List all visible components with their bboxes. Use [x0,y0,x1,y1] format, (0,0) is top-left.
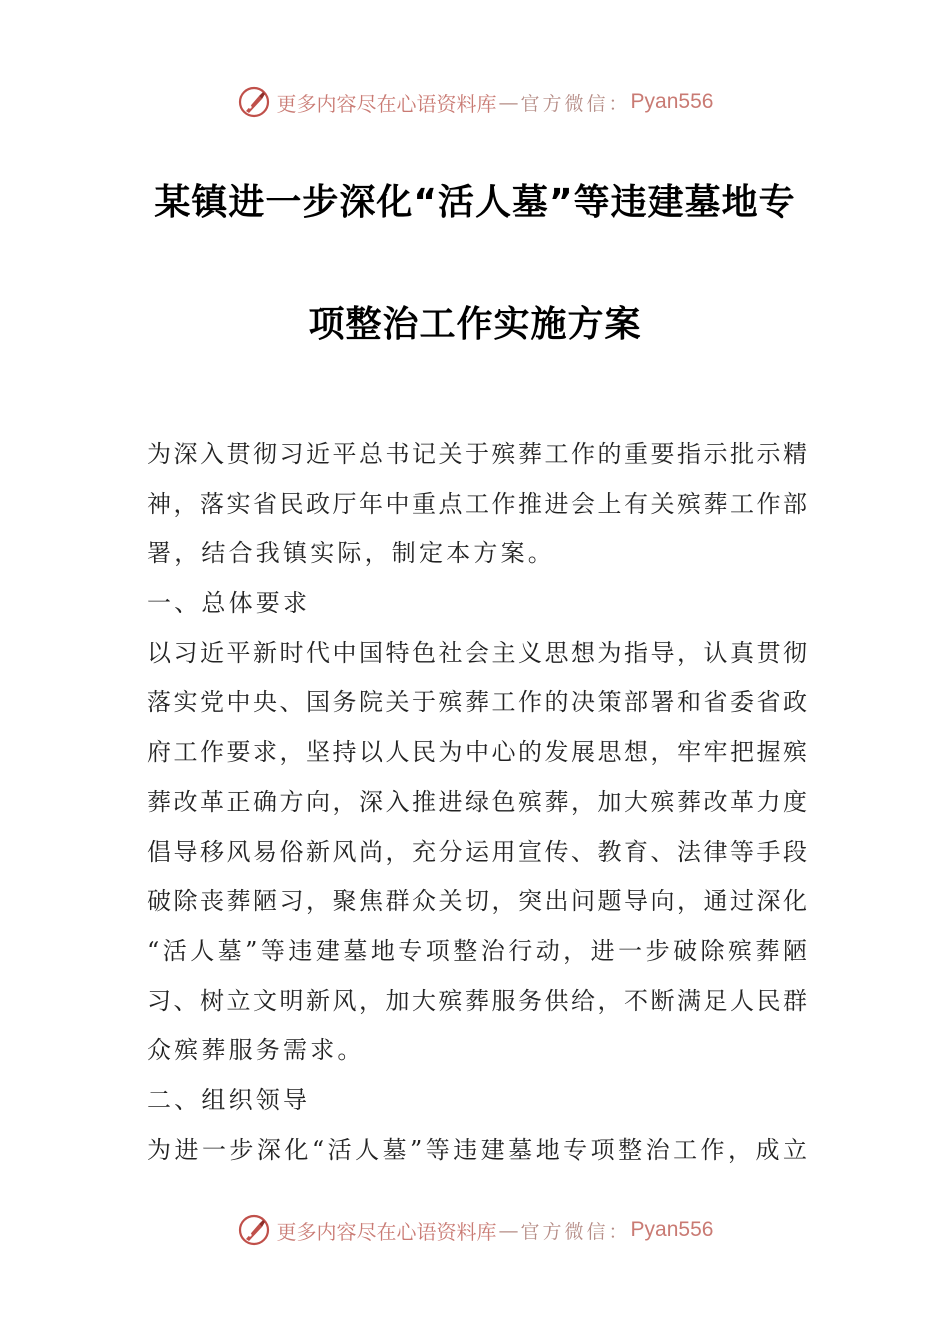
body-line: 众殡葬服务需求。 [147,1036,365,1065]
wechat-id: Pyan556 [630,90,714,113]
promo-text: 更多内容尽在心语资料库 [276,91,497,116]
section-heading: 二、组织领导 [147,1085,311,1114]
header-banner [0,80,950,124]
body-line: 葬改革正确方向，深入推进绿色殡葬，加大殡葬改革力度 [147,787,807,816]
document-title-line-1: 某镇进一步深化“活人墓”等违建墓地专 [154,182,796,223]
body-line: 以习近平新时代中国特色社会主义思想为指导，认真贯彻 [147,638,807,667]
body-line: 破除丧葬陋习，聚焦群众关切，突出问题导向，通过深化 [147,887,807,916]
pen-nib-logo-icon [237,85,271,119]
body-line: 倡导移风易俗新风尚，充分运用宣传、教育、法律等手段 [147,837,807,866]
body-line: 府工作要求，坚持以人民为中心的发展思想，牢牢把握殡 [147,738,807,767]
wechat-label: 官方微信： [520,92,631,115]
document-title-line-2: 项整治工作实施方案 [308,304,642,345]
body-line: “活人墓”等违建墓地专项整治行动，进一步破除殡葬陋 [147,936,807,965]
footer-banner [0,1208,950,1252]
body-line: 为深入贯彻习近平总书记关于殡葬工作的重要指示批示精 [147,440,807,468]
body-line: 习、树立文明新风，加大殡葬服务供给，不断满足人民群 [147,986,807,1015]
wechat-label: 官方微信： [520,1220,631,1243]
body-line: 神，落实省民政厅年中重点工作推进会上有关殡葬工作部 [147,489,807,518]
pen-nib-logo-icon [237,1213,271,1247]
section-heading: 一、总体要求 [147,589,311,618]
banner-separator: — [498,1218,519,1242]
body-line: 署，结合我镇实际，制定本方案。 [147,539,555,568]
promo-text: 更多内容尽在心语资料库 [276,1219,497,1244]
banner-separator: — [498,90,519,114]
document-body [147,430,807,1175]
wechat-id: Pyan556 [630,1218,714,1241]
body-line: 为进一步深化“活人墓”等违建墓地专项整治工作，成立 [147,1135,807,1164]
body-line: 落实党中央、国务院关于殡葬工作的决策部署和省委省政 [147,688,807,717]
